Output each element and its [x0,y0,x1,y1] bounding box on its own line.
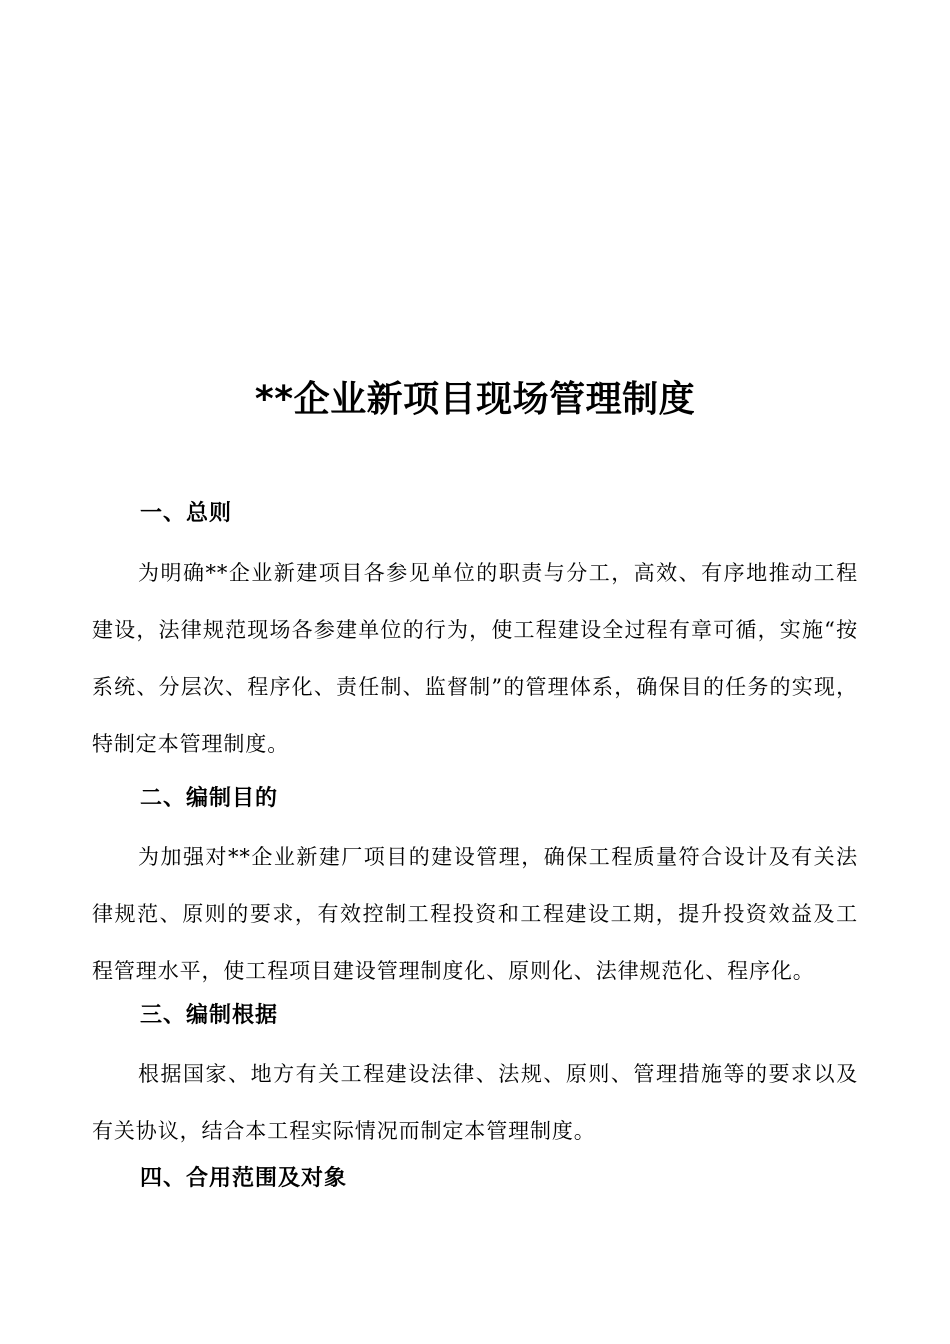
section-paragraph-general: 为明确**企业新建项目各参见单位的职责与分工，高效、有序地推动工程建设，法律规范现场各参建单位的行为，使工程建设全过程有章可循，实施“按系统、分层次、程序化、责任制、监督制”的管理体系，确保目的任务的实现，特制定本管理制度。 [92,561,858,756]
section-paragraph-basis: 根据国家、地方有关工程建设法律、法规、原则、管理措施等的要求以及有关协议，结合本工程实际情况而制定本管理制度。 [92,1062,858,1143]
section-heading-purpose: 二、编制目的 [140,786,279,811]
document-title: **企业新项目现场管理制度 [254,379,696,420]
section-heading-basis: 三、编制根据 [140,1003,279,1028]
section-heading-scope: 四、合用范围及对象 [140,1166,348,1191]
section-heading-general: 一、总则 [140,501,233,526]
section-paragraph-purpose: 为加强对**企业新建厂项目的建设管理，确保工程质量符合设计及有关法律规范、原则的要求，有效控制工程投资和工程建设工期，提升投资效益及工程管理水平，使工程项目建设管理制度化、原则化、法律规范化、程序化。 [92,845,858,983]
